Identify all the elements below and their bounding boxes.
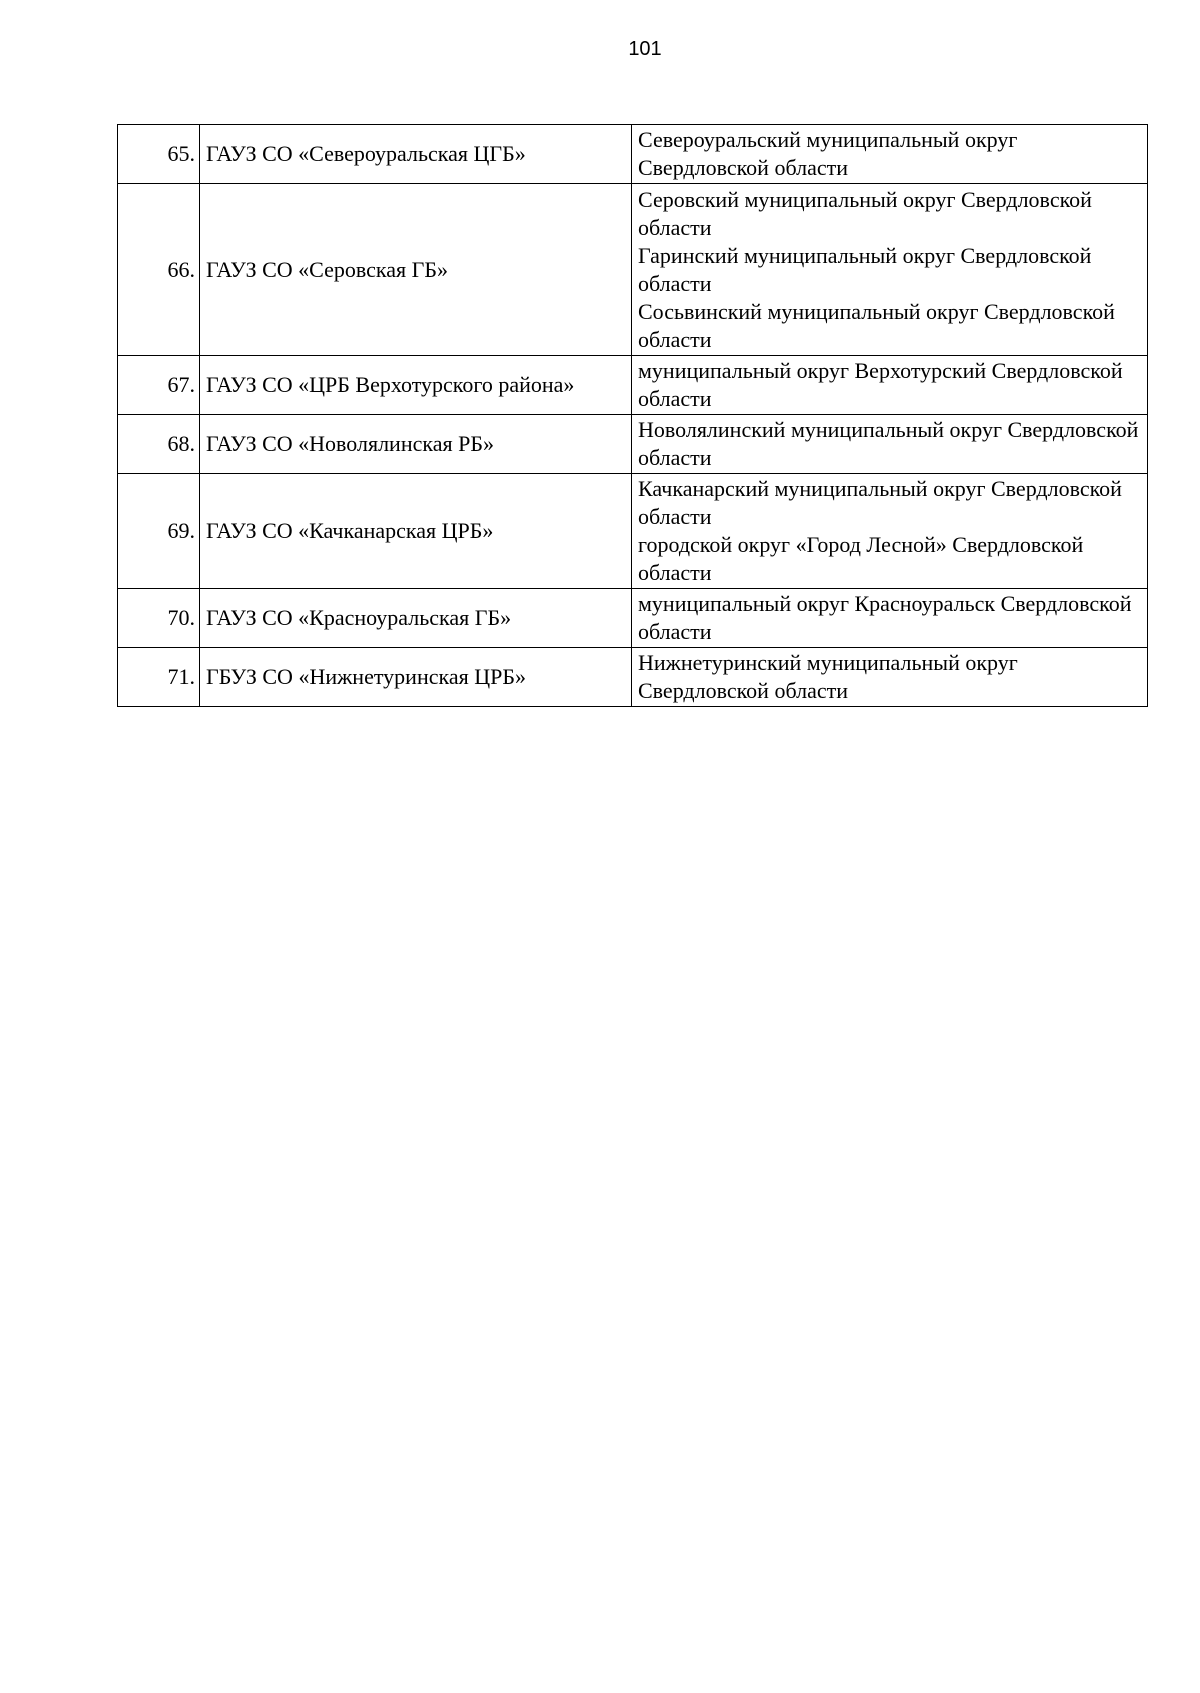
territory-item: Нижнетуринский муниципальный округ Свердловской области [638, 650, 1018, 703]
territory-cell [632, 356, 1148, 415]
table-row [118, 648, 1148, 707]
organizations-table [117, 124, 1148, 707]
row-number: 65. [118, 125, 200, 184]
table-row [118, 415, 1148, 474]
table-row [118, 589, 1148, 648]
territory-item: Гаринский муниципальный округ Свердловской области [638, 242, 1092, 296]
organization-name: ГБУЗ СО «Нижнетуринская ЦРБ» [200, 648, 632, 707]
table-row [118, 356, 1148, 415]
territory-item: городской округ «Город Лесной» Свердловской области [638, 532, 1084, 585]
table-row [118, 184, 1148, 356]
organization-name: ГАУЗ СО «Красноуральская ГБ» [200, 589, 632, 648]
territory-item: муниципальный округ Красноуральск Свердловской области [638, 591, 1132, 644]
territory-item: Качканарский муниципальный округ Свердловской области [638, 476, 1122, 529]
territory-cell [632, 184, 1148, 356]
territory-cell [632, 125, 1148, 184]
row-number: 66. [118, 184, 200, 356]
row-number: 71. [118, 648, 200, 707]
organization-name: ГАУЗ СО «Качканарская ЦРБ» [200, 474, 632, 589]
row-number: 69. [118, 474, 200, 589]
organization-name: ГАУЗ СО «ЦРБ Верхотурского района» [200, 356, 632, 415]
territory-cell [632, 648, 1148, 707]
territory-item: Североуральский муниципальный округ Свердловской области [638, 127, 1018, 180]
territory-item: муниципальный округ Верхотурский Свердловской области [638, 358, 1123, 411]
row-number: 68. [118, 415, 200, 474]
page-number: 101 [628, 38, 662, 60]
row-number: 70. [118, 589, 200, 648]
territory-item: Серовский муниципальный округ Свердловской области [638, 186, 1092, 240]
organization-name: ГАУЗ СО «Серовская ГБ» [200, 184, 632, 356]
row-number: 67. [118, 356, 200, 415]
territory-item: Новолялинский муниципальный округ Свердловской области [638, 417, 1139, 470]
territory-cell [632, 415, 1148, 474]
table-row [118, 125, 1148, 184]
territory-item: Сосьвинский муниципальный округ Свердловской области [638, 298, 1115, 352]
territory-cell [632, 589, 1148, 648]
organization-name: ГАУЗ СО «Новолялинская РБ» [200, 415, 632, 474]
organization-name: ГАУЗ СО «Североуральская ЦГБ» [200, 125, 632, 184]
table-row [118, 474, 1148, 589]
territory-cell [632, 474, 1148, 589]
